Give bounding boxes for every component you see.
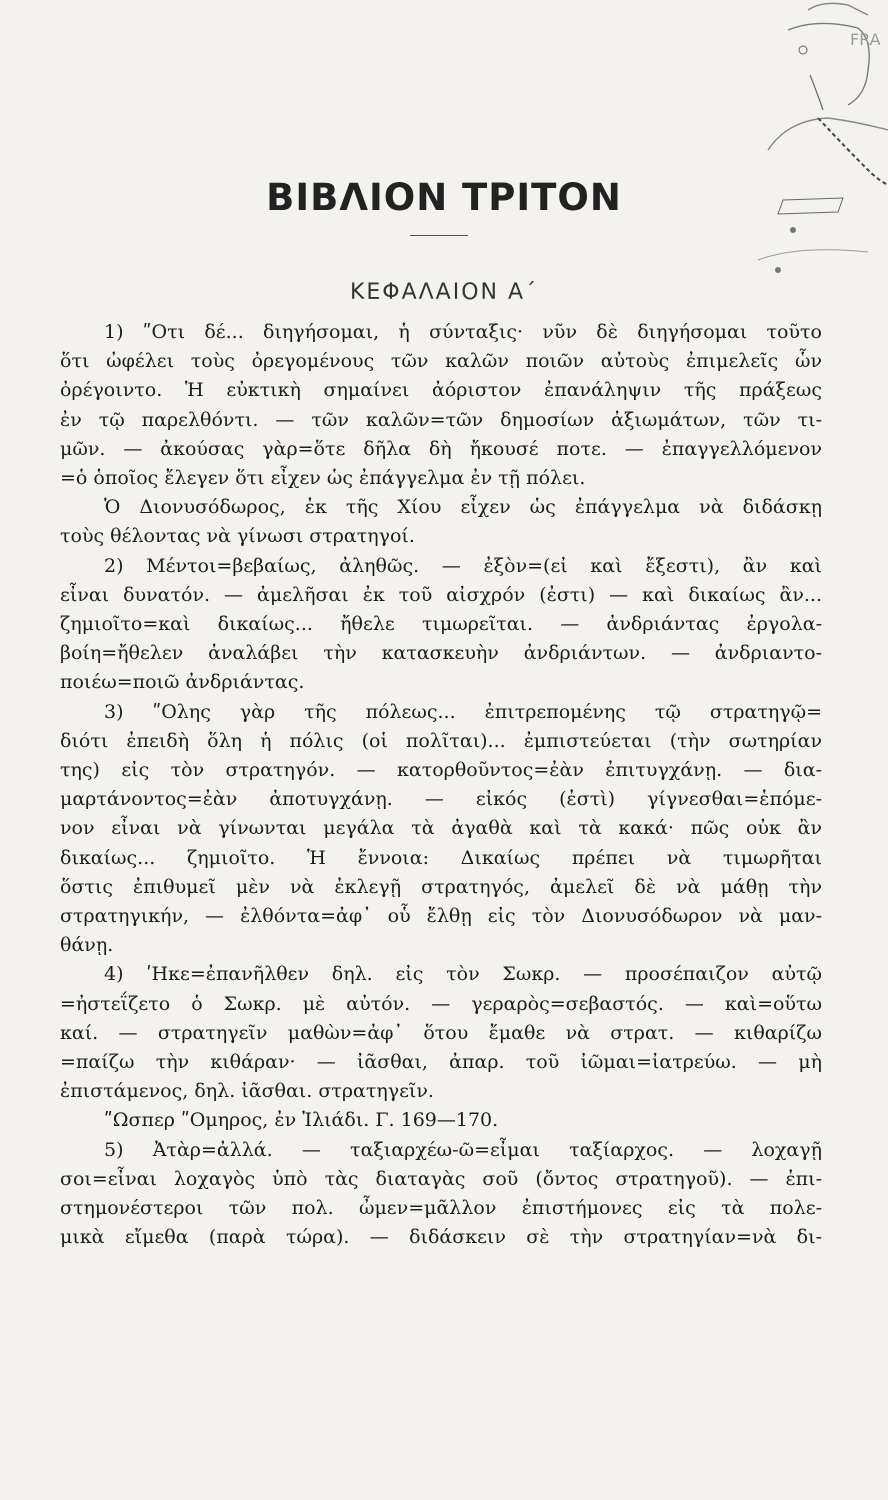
text-line: τοὺς θέλοντας νὰ γίνωσι στρατηγοί. [60,525,415,548]
text-line: ὅτι ὠφέλει τοὺς ὀρεγομένους τῶν καλῶν ποιῶν αὐτοὺς ἐπιμελεῖς ὧν [60,350,822,373]
text-line: 3) ʺΟλης γὰρ τῆς πόλεως... ἐπιτρεπομένης τῷ στρατηγῷ= [104,700,822,723]
margin-note: FRA [850,30,881,49]
text-line: =ἠστεΐζετο ὁ Σωκρ. μὲ αὐτόν. — γεραρὸς=σεβαστός. — καὶ=οὕτω [60,992,822,1015]
text-line: στρατηγικήν, — ἐλθόντα=ἀφ᾽ οὗ ἔλθῃ εἰς τὸν Διονυσόδωρον νὰ μαν- [60,905,822,928]
text-line: της) εἰς τὸν στρατηγόν. — κατορθοῦντος=ἐὰν ἐπιτυγχάνῃ. — δια- [60,759,822,782]
text-line: μικὰ εἴμεθα (παρὰ τώρα). — διδάσκειν σὲ τὴν στρατηγίαν=νὰ δι- [60,1226,822,1249]
text-line: ἐν τῷ παρελθόντι. — τῶν καλῶν=τῶν δημοσίων ἀξιωμάτων, τῶν τι- [60,408,822,431]
text-line: ζημιοῖτο=καὶ δικαίως... ἤθελε τιμωρεῖται. — ἀνδριάντας ἐργολα- [60,613,822,636]
text-line: ὅστις ἐπιθυμεῖ μὲν νὰ ἐκλεγῇ στρατηγός, ἀμελεῖ δὲ νὰ μάθῃ τὴν [60,875,822,898]
text-line: βοίη=ἤθελεν ἀναλάβει τὴν κατασκευὴν ἀνδριάντων. — ἀνδριαντο- [60,642,822,665]
text-line: 2) Μέντοι=βεβαίως, ἀληθῶς. — ἐξὸν=(εἰ καὶ ἔξεστι), ἂν καὶ [104,554,822,577]
text-line: Ὁ Διονυσόδωρος, ἐκ τῆς Χίου εἶχεν ὡς ἐπάγγελμα νὰ διδάσκῃ [104,496,822,519]
text-line: 4) ʹΗκε=ἐπανῆλθεν δηλ. εἰς τὸν Σωκρ. — προσέπαιζον αὐτῷ [104,963,822,986]
text-line: 5) Ἀτὰρ=ἀλλά. — ταξιαρχέω-ῶ=εἶμαι ταξίαρχος. — λοχαγῇ [104,1138,822,1161]
text-line: μῶν. — ἀκούσας γὰρ=ὅτε δῆλα δὴ ἤκουσέ ποτε. — ἐπαγγελλόμενον [60,437,822,460]
text-line: νον εἶναι νὰ γίνωνται μεγάλα τὰ ἀγαθὰ καὶ τὰ κακά· πῶς οὐκ ἂν [60,817,822,840]
text-line: 1) ʺΟτι δέ... διηγήσομαι, ἡ σύνταξις· νῦν δὲ διηγήσομαι τοῦτο [104,321,822,343]
text-line: καί. — στρατηγεῖν μαθὼν=ἀφ᾽ ὅτου ἔμαθε νὰ στρατ. — κιθαρίζω [60,1021,822,1044]
text-line: στημονέστεροι τῶν πολ. ὦμεν=μᾶλλον ἐπιστήμονες εἰς τὰ πολε- [60,1197,822,1220]
text-line: ποιέω=ποιῶ ἀνδριάντας. [60,671,305,694]
text-line: δικαίως... ζημιοῖτο. Ἡ ἔννοια: Δικαίως πρέπει νὰ τιμωρῆται [60,846,822,869]
text-line: ὀρέγοιντο. Ἡ εὐκτικὴ σημαίνει ἀόριστον ἐπανάληψιν τῆς πράξεως [60,379,822,402]
text-line: σοι=εἶναι λοχαγὸς ὑπὸ τὰς διαταγὰς σοῦ (ὄντος στρατηγοῦ). — ἐπι- [60,1167,822,1190]
text-line: διότι ἐπειδὴ ὅλη ἡ πόλις (οἱ πολῖται)... ἐμπιστεύεται (τὴν σωτηρίαν [60,729,822,752]
text-line: ʺΩσπερ ʺΟμηρος, ἐν Ἰλιάδι. Γ. 169—170. [104,1109,499,1132]
text-line: μαρτάνοντος=ἐὰν ἀποτυγχάνῃ. — εἰκός (ἐστὶ) γίγνεσθαι=ἑπόμε- [60,788,822,811]
commentary-text [60,318,822,1253]
text-line: =ὁ ὁποῖος ἔλεγεν ὅτι εἶχεν ὡς ἐπάγγελμα ἐν τῇ πόλει. [60,467,586,490]
text-line: ἐπιστάμενος, δηλ. ἰᾶσθαι. στρατηγεῖν. [60,1080,434,1103]
book-title: ΒΙΒΛΙΟΝ ΤΡΙΤΟΝ [266,176,622,219]
text-line: =παίζω τὴν κιθάραν· — ἰᾶσθαι, ἀπαρ. τοῦ ἰῶμαι=ἰατρεύω. — μὴ [60,1051,822,1074]
text-line: θάνῃ. [60,934,114,957]
text-line: εἶναι δυνατόν. — ἀμελῆσαι ἐκ τοῦ αἰσχρόν (ἐστι) — καὶ δικαίως ἂν... [60,583,822,606]
title-divider [410,235,468,236]
chapter-title: ΚΕΦΑΛΑΙΟΝ Α΄ [349,280,539,305]
